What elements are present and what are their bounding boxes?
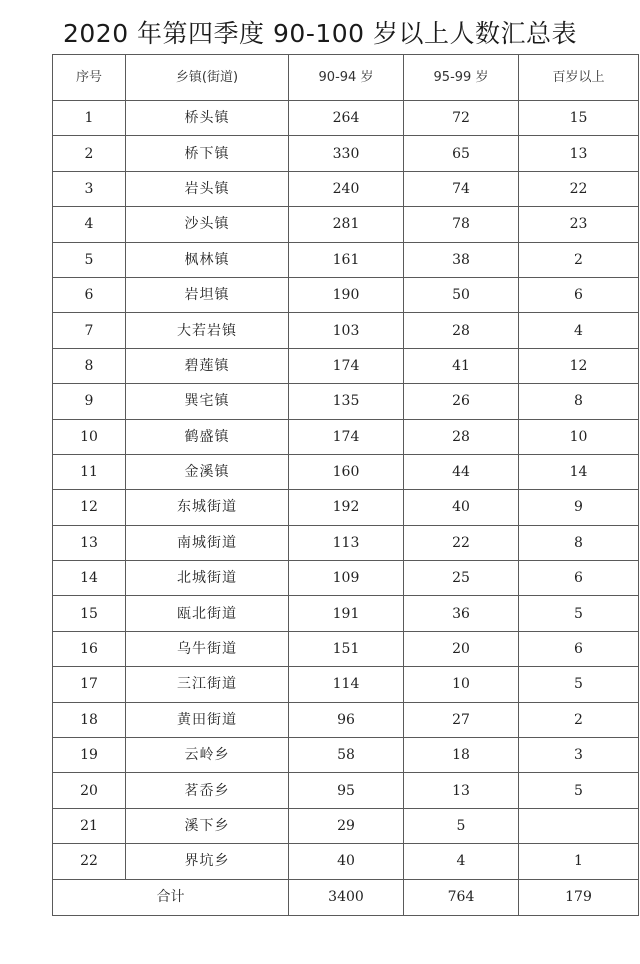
cell-index: 19 (53, 738, 126, 773)
table-row (53, 596, 639, 631)
cell-town: 南城街道 (126, 525, 289, 560)
cell-age-95-99: 74 (404, 171, 519, 206)
cell-town: 枫林镇 (126, 242, 289, 277)
cell-age-100-plus: 13 (519, 136, 639, 171)
cell-age-90-94: 281 (289, 207, 404, 242)
cell-town: 东城街道 (126, 490, 289, 525)
cell-age-95-99: 4 (404, 844, 519, 879)
cell-index: 12 (53, 490, 126, 525)
cell-age-95-99: 72 (404, 101, 519, 136)
total-age-100-plus: 179 (519, 879, 639, 915)
cell-age-95-99: 28 (404, 419, 519, 454)
cell-age-90-94: 264 (289, 101, 404, 136)
header-row (53, 55, 639, 101)
cell-age-90-94: 29 (289, 808, 404, 843)
header-age-100-plus: 百岁以上 (519, 55, 639, 101)
cell-age-100-plus: 5 (519, 773, 639, 808)
cell-age-95-99: 20 (404, 631, 519, 666)
cell-age-95-99: 18 (404, 738, 519, 773)
table-row (53, 101, 639, 136)
cell-index: 5 (53, 242, 126, 277)
table-row (53, 207, 639, 242)
total-age-90-94: 3400 (289, 879, 404, 915)
cell-age-100-plus: 23 (519, 207, 639, 242)
cell-age-100-plus: 8 (519, 525, 639, 560)
cell-index: 1 (53, 101, 126, 136)
cell-age-100-plus: 10 (519, 419, 639, 454)
cell-age-95-99: 78 (404, 207, 519, 242)
table-row (53, 561, 639, 596)
cell-age-90-94: 113 (289, 525, 404, 560)
cell-age-90-94: 191 (289, 596, 404, 631)
table-row (53, 136, 639, 171)
table-row (53, 277, 639, 312)
table-row (53, 242, 639, 277)
cell-age-90-94: 135 (289, 384, 404, 419)
cell-town: 大若岩镇 (126, 313, 289, 348)
cell-index: 9 (53, 384, 126, 419)
cell-town: 界坑乡 (126, 844, 289, 879)
cell-town: 鹤盛镇 (126, 419, 289, 454)
cell-age-100-plus: 2 (519, 242, 639, 277)
cell-index: 14 (53, 561, 126, 596)
cell-index: 17 (53, 667, 126, 702)
cell-age-100-plus: 1 (519, 844, 639, 879)
header-age-95-99: 95-99 岁 (404, 55, 519, 101)
cell-age-100-plus: 14 (519, 454, 639, 489)
cell-age-100-plus: 9 (519, 490, 639, 525)
cell-age-95-99: 38 (404, 242, 519, 277)
cell-town: 金溪镇 (126, 454, 289, 489)
cell-town: 溪下乡 (126, 808, 289, 843)
cell-age-100-plus: 15 (519, 101, 639, 136)
cell-age-90-94: 192 (289, 490, 404, 525)
cell-town: 岩坦镇 (126, 277, 289, 312)
cell-age-95-99: 65 (404, 136, 519, 171)
cell-age-100-plus: 12 (519, 348, 639, 383)
cell-index: 16 (53, 631, 126, 666)
cell-age-90-94: 174 (289, 419, 404, 454)
cell-town: 岩头镇 (126, 171, 289, 206)
cell-age-95-99: 27 (404, 702, 519, 737)
summary-table (52, 54, 639, 916)
cell-index: 10 (53, 419, 126, 454)
cell-town: 巽宅镇 (126, 384, 289, 419)
cell-index: 15 (53, 596, 126, 631)
cell-age-95-99: 41 (404, 348, 519, 383)
cell-index: 21 (53, 808, 126, 843)
total-label: 合计 (53, 879, 289, 915)
cell-town: 北城街道 (126, 561, 289, 596)
cell-town: 瓯北街道 (126, 596, 289, 631)
header-index: 序号 (53, 55, 126, 101)
cell-town: 茗岙乡 (126, 773, 289, 808)
cell-town: 三江街道 (126, 667, 289, 702)
table-row (53, 667, 639, 702)
total-age-95-99: 764 (404, 879, 519, 915)
cell-town: 黄田街道 (126, 702, 289, 737)
cell-age-100-plus: 6 (519, 561, 639, 596)
table-row (53, 454, 639, 489)
cell-age-95-99: 25 (404, 561, 519, 596)
table-row (53, 844, 639, 879)
cell-age-95-99: 5 (404, 808, 519, 843)
table-body (53, 101, 639, 916)
cell-age-90-94: 190 (289, 277, 404, 312)
cell-age-90-94: 151 (289, 631, 404, 666)
table-row (53, 419, 639, 454)
cell-age-90-94: 58 (289, 738, 404, 773)
cell-age-100-plus: 8 (519, 384, 639, 419)
cell-age-95-99: 40 (404, 490, 519, 525)
cell-age-90-94: 109 (289, 561, 404, 596)
cell-town: 沙头镇 (126, 207, 289, 242)
cell-age-90-94: 330 (289, 136, 404, 171)
cell-age-100-plus (519, 808, 639, 843)
cell-town: 云岭乡 (126, 738, 289, 773)
cell-age-100-plus: 6 (519, 631, 639, 666)
cell-age-100-plus: 22 (519, 171, 639, 206)
cell-age-90-94: 161 (289, 242, 404, 277)
table-row (53, 348, 639, 383)
cell-index: 4 (53, 207, 126, 242)
cell-age-95-99: 36 (404, 596, 519, 631)
cell-age-95-99: 13 (404, 773, 519, 808)
total-row (53, 879, 639, 915)
table-row (53, 808, 639, 843)
cell-index: 8 (53, 348, 126, 383)
cell-age-95-99: 22 (404, 525, 519, 560)
cell-age-100-plus: 2 (519, 702, 639, 737)
cell-age-90-94: 95 (289, 773, 404, 808)
table-row (53, 490, 639, 525)
cell-index: 7 (53, 313, 126, 348)
table-row (53, 525, 639, 560)
table-row (53, 171, 639, 206)
cell-age-90-94: 114 (289, 667, 404, 702)
table-row (53, 313, 639, 348)
cell-index: 2 (53, 136, 126, 171)
table-row (53, 738, 639, 773)
header-age-90-94: 90-94 岁 (289, 55, 404, 101)
cell-index: 18 (53, 702, 126, 737)
cell-index: 13 (53, 525, 126, 560)
cell-town: 碧莲镇 (126, 348, 289, 383)
cell-age-90-94: 103 (289, 313, 404, 348)
cell-age-90-94: 96 (289, 702, 404, 737)
table-row (53, 384, 639, 419)
cell-index: 11 (53, 454, 126, 489)
cell-age-100-plus: 5 (519, 596, 639, 631)
cell-age-95-99: 50 (404, 277, 519, 312)
page-title: 2020 年第四季度 90-100 岁以上人数汇总表 (62, 19, 577, 48)
cell-town: 桥头镇 (126, 101, 289, 136)
cell-index: 20 (53, 773, 126, 808)
table-row (53, 773, 639, 808)
table-row (53, 631, 639, 666)
cell-age-90-94: 160 (289, 454, 404, 489)
cell-age-100-plus: 6 (519, 277, 639, 312)
cell-index: 6 (53, 277, 126, 312)
table-row (53, 702, 639, 737)
cell-index: 22 (53, 844, 126, 879)
cell-age-100-plus: 4 (519, 313, 639, 348)
header-town: 乡镇(街道) (126, 55, 289, 101)
cell-age-90-94: 174 (289, 348, 404, 383)
cell-age-95-99: 10 (404, 667, 519, 702)
cell-age-95-99: 28 (404, 313, 519, 348)
cell-town: 乌牛街道 (126, 631, 289, 666)
cell-age-95-99: 26 (404, 384, 519, 419)
cell-age-100-plus: 5 (519, 667, 639, 702)
cell-age-90-94: 40 (289, 844, 404, 879)
cell-age-95-99: 44 (404, 454, 519, 489)
cell-age-100-plus: 3 (519, 738, 639, 773)
cell-age-90-94: 240 (289, 171, 404, 206)
cell-town: 桥下镇 (126, 136, 289, 171)
cell-index: 3 (53, 171, 126, 206)
